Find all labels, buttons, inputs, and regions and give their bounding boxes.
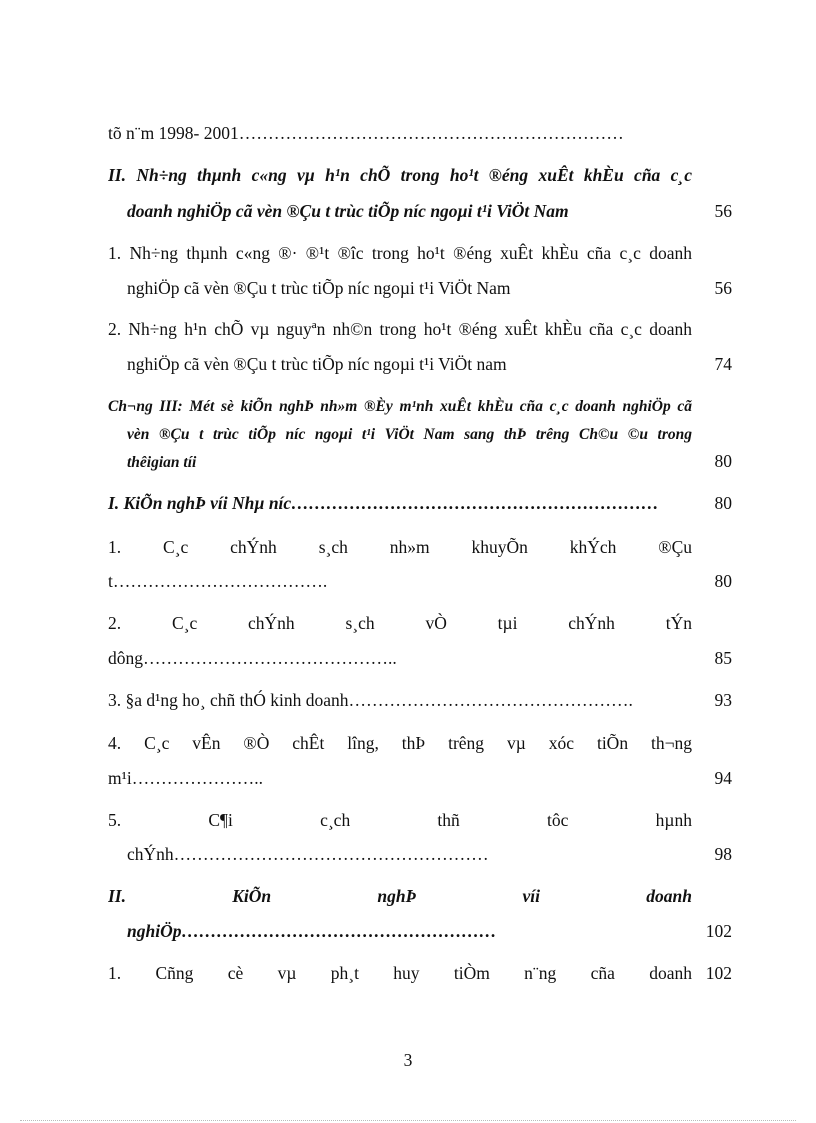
toc-item-4: 4. C¸c vÊn ®Ò chÊt lîng, thÞ trêng vµ xóc tiÕn th¬ng [108,733,692,753]
toc-section-enterprise: II. KiÕn nghÞ víi doanh [108,886,692,906]
toc-heading-achievements-cont: doanh nghiÖp cã vèn ®Çu t trùc tiÕp níc ngoµi t¹i ViÖt Nam [127,201,569,221]
toc-item-1: 1. C¸c chÝnh s¸ch nh»m khuyÕn khÝch ®Çu [108,537,692,557]
toc-page-number: 94 [714,768,732,788]
toc-item-4-cont: m¹i………………….. [108,768,263,788]
toc-item-enterprise-1: 1. Cñng cè vµ ph¸t huy tiÒm n¨ng cña doanh [108,963,692,983]
toc-item-5: 5. C¶i c¸ch thñ tôc hµnh [108,810,692,830]
toc-page-number: 93 [714,690,732,710]
toc-section-state: I. KiÕn nghÞ víi Nhµ níc……………………………………………………… [108,493,659,513]
toc-page-number: 56 [714,201,732,221]
toc-page-number: 102 [705,963,732,983]
toc-item-achievements-cont: nghiÖp cã vèn ®Çu t trùc tiÕp níc ngoµi t¹i ViÖt Nam [127,278,511,298]
toc-chapter-3: Ch¬ng III: Mét sè kiÕn nghÞ nh»m ®Èy m¹nh xuÊt khÈu cña c¸c doanh nghiÖp cã [108,398,692,415]
toc-page-number: 80 [714,571,732,591]
toc-chapter-3-cont: vèn ®Çu t trùc tiÕp níc ngoµi t¹i ViÖt Nam sang thÞ trêng Ch©u ©u trong [127,426,692,443]
toc-item-limitations-cont: nghiÖp cã vèn ®Çu t trùc tiÕp níc ngoµi t¹i ViÖt nam [127,354,507,374]
toc-page-number: 102 [705,921,732,941]
page-number: 3 [403,1050,413,1070]
toc-page-number: 80 [714,493,732,513]
toc-item-2: 2. C¸c chÝnh s¸ch vÒ tµi chÝnh tÝn [108,613,692,633]
toc-page-number: 74 [714,354,732,374]
toc-page-number: 56 [714,278,732,298]
page-bottom-rule [20,1120,796,1121]
toc-page-number: 80 [714,451,732,471]
toc-line-period: tõ n¨m 1998- 2001………………………………………………………… [108,123,624,143]
toc-chapter-3-cont2: thêigian tíi [127,454,197,471]
toc-page-number: 98 [714,844,732,864]
toc-section-enterprise-cont: nghiÖp……………………………………………… [127,921,497,941]
toc-item-2-cont: dông…………………………………….. [108,648,397,668]
toc-item-5-cont: chÝnh……………………………………………… [127,844,489,864]
toc-item-1-cont: t………………………………. [108,571,328,591]
toc-item-achievements: 1. Nh÷ng thµnh c«ng ®· ®¹t ®îc trong ho¹t ®éng xuÊt khÈu cña c¸c doanh [108,243,692,263]
toc-item-3: 3. §a d¹ng ho¸ chñ thÓ kinh doanh…………………………………………. [108,690,633,710]
toc-heading-achievements: II. Nh÷ng thµnh c«ng vµ h¹n chÕ trong ho¹t ®éng xuÊt khÈu cña c¸c [108,165,692,185]
toc-item-limitations: 2. Nh÷ng h¹n chÕ vµ nguyªn nh©n trong ho¹t ®éng xuÊt khÈu cña c¸c doanh [108,319,692,339]
toc-page-number: 85 [714,648,732,668]
